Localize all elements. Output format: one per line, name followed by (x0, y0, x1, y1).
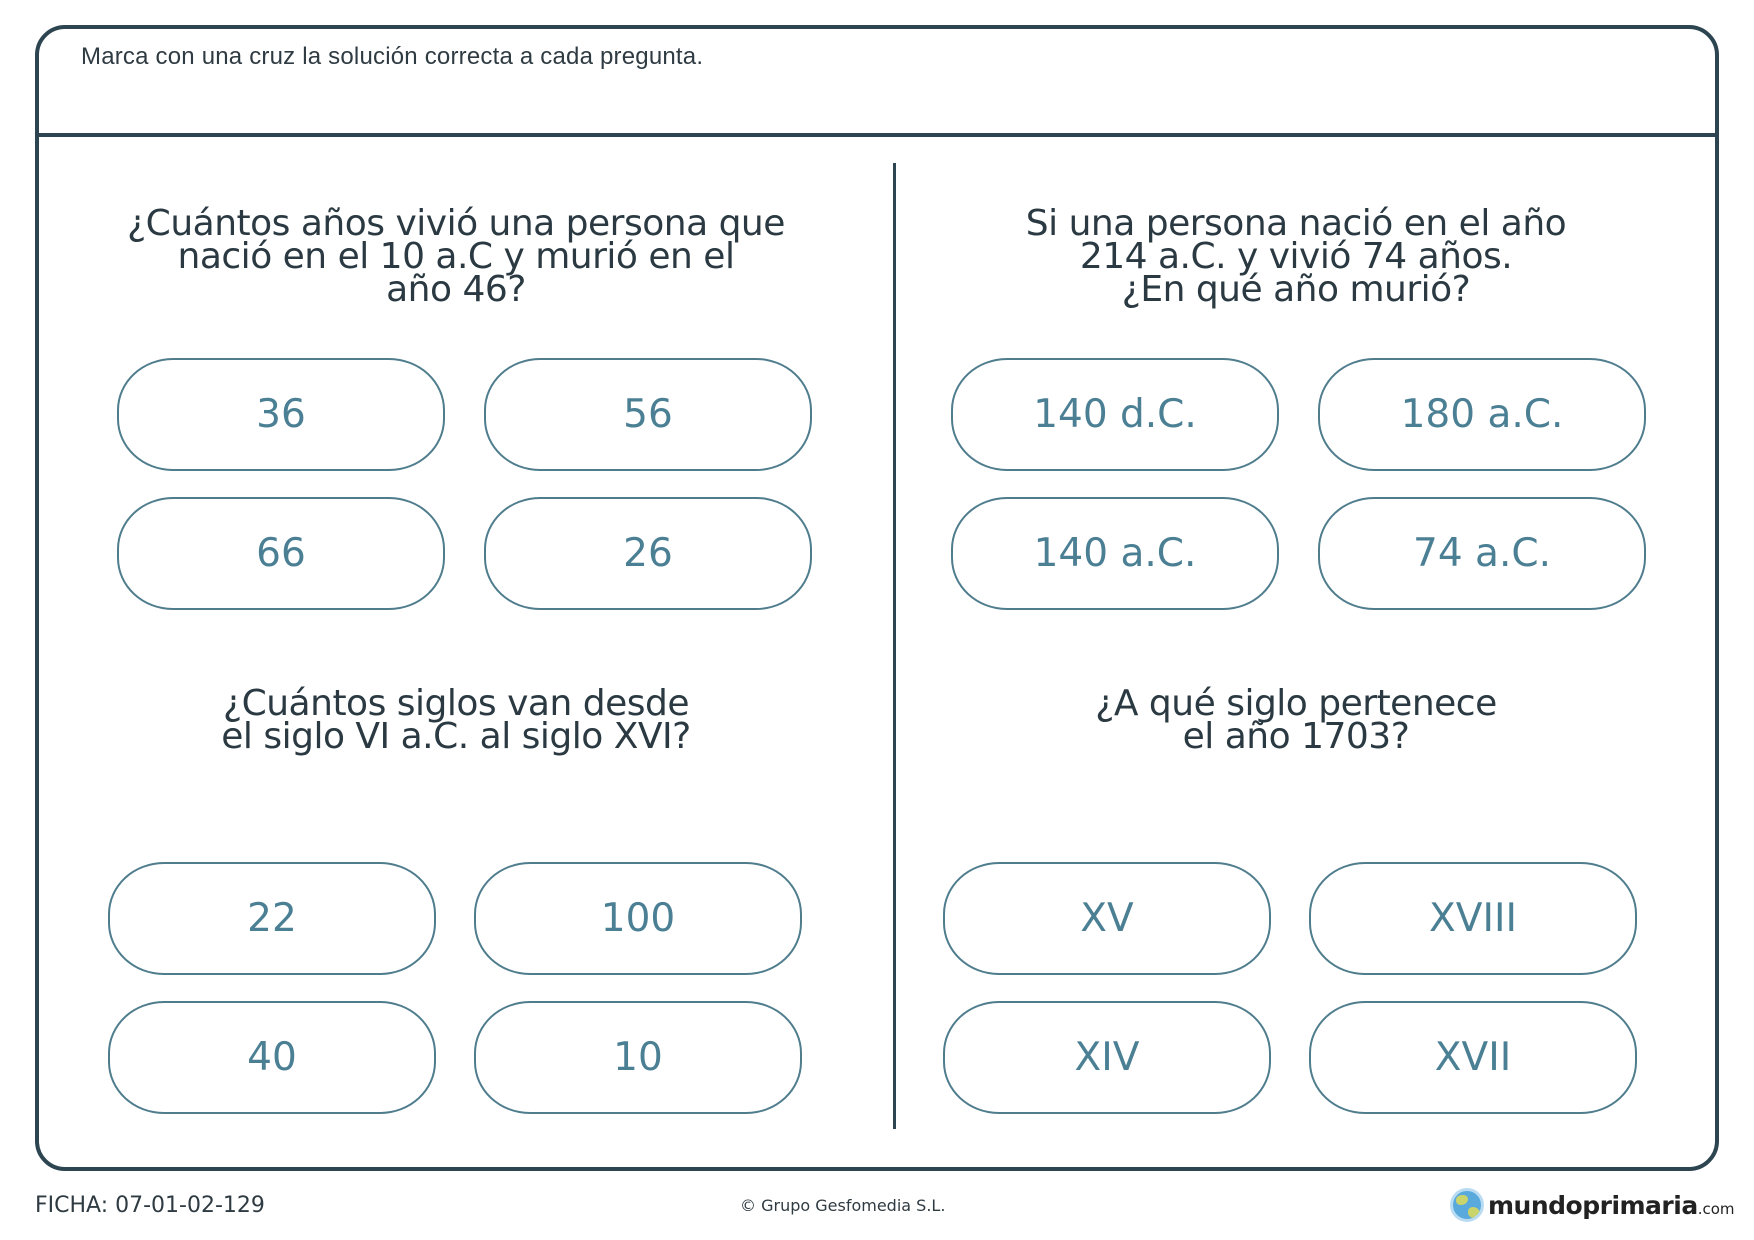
q2-option-b[interactable]: 180 a.C. (1318, 358, 1646, 471)
question-3-line-2: el siglo VI a.C. al siglo XVI? (221, 716, 691, 757)
question-1-line-3: año 46? (386, 269, 526, 310)
q3-option-d[interactable]: 10 (474, 1001, 802, 1114)
question-2-line-2: 214 a.C. y vivió 74 años. (1079, 236, 1513, 277)
brand-logo[interactable] (1450, 1188, 1735, 1222)
question-2 (926, 203, 1666, 310)
q2-option-d[interactable]: 74 a.C. (1318, 497, 1646, 610)
column-divider (893, 163, 896, 1129)
q2-option-c[interactable]: 140 a.C. (951, 497, 1279, 610)
question-1-line-2: nació en el 10 a.C y murió en el (177, 236, 735, 277)
header-divider (39, 133, 1715, 137)
question-4-line-2: el año 1703? (1182, 716, 1410, 757)
q1-option-c[interactable]: 66 (117, 497, 445, 610)
question-4-line-1: ¿A qué siglo pertenece (1095, 683, 1497, 724)
q1-option-a[interactable]: 36 (117, 358, 445, 471)
q2-option-a[interactable]: 140 d.C. (951, 358, 1279, 471)
q4-option-d[interactable]: XVII (1309, 1001, 1637, 1114)
question-2-line-1: Si una persona nació en el año (1025, 203, 1567, 244)
question-2-line-3: ¿En qué año murió? (1121, 269, 1471, 310)
question-1-line-1: ¿Cuántos años vivió una persona que (127, 203, 785, 244)
question-4 (926, 683, 1666, 757)
q4-option-a[interactable]: XV (943, 862, 1271, 975)
brand-name: mundoprimaria (1488, 1190, 1698, 1220)
q4-option-c[interactable]: XIV (943, 1001, 1271, 1114)
q1-option-d[interactable]: 26 (484, 497, 812, 610)
q3-option-b[interactable]: 100 (474, 862, 802, 975)
worksheet-frame (35, 25, 1719, 1171)
brand-tld: .com (1697, 1200, 1735, 1218)
q1-option-b[interactable]: 56 (484, 358, 812, 471)
globe-icon (1450, 1188, 1484, 1222)
ficha-code: FICHA: 07-01-02-129 (35, 1193, 265, 1218)
copyright-text: © Grupo Gesfomedia S.L. (740, 1196, 946, 1215)
q4-option-b[interactable]: XVIII (1309, 862, 1637, 975)
question-3-line-1: ¿Cuántos siglos van desde (223, 683, 689, 724)
instruction-text: Marca con una cruz la solución correcta a cada pregunta. (81, 43, 704, 70)
q3-option-c[interactable]: 40 (108, 1001, 436, 1114)
q3-option-a[interactable]: 22 (108, 862, 436, 975)
question-3 (86, 683, 826, 757)
question-1 (86, 203, 826, 310)
